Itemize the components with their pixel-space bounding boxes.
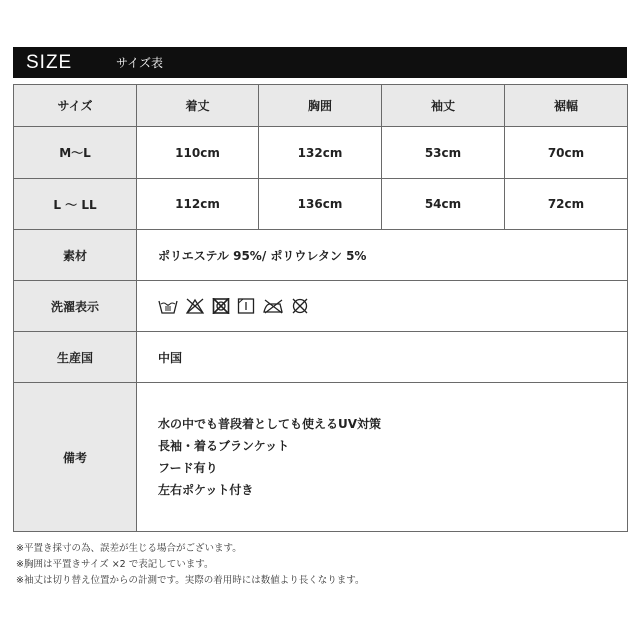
size-title: SIZE xyxy=(26,51,73,73)
column-header: 胸囲 xyxy=(259,85,382,127)
table-cell: 110cm xyxy=(137,127,259,179)
size-table xyxy=(13,84,628,532)
size-subtitle: サイズ表 xyxy=(116,56,164,70)
column-header: 着丈 xyxy=(137,85,259,127)
footnote: ※胸囲は平置きサイズ ×2 で表記しています。 xyxy=(16,559,214,570)
table-header-row xyxy=(14,85,628,127)
note-line: フード有り xyxy=(158,461,218,475)
table-row xyxy=(14,127,628,179)
note-line: 左右ポケット付き xyxy=(158,483,254,497)
notes-row xyxy=(14,383,628,532)
footnotes xyxy=(16,541,364,589)
low-iron-crossed-icon xyxy=(262,298,284,314)
column-header: サイズ xyxy=(14,85,137,127)
table-cell: 136cm xyxy=(259,179,382,230)
notes-cell xyxy=(137,383,628,532)
origin-value: 中国 xyxy=(137,332,628,383)
table-cell: 112cm xyxy=(137,179,259,230)
table-cell: 132cm xyxy=(259,127,382,179)
material-label: 素材 xyxy=(14,230,137,281)
notes-label: 備考 xyxy=(14,383,137,532)
origin-label: 生産国 xyxy=(14,332,137,383)
column-header: 裾幅 xyxy=(505,85,628,127)
washing-row xyxy=(14,281,628,332)
flat-dry-shade-icon xyxy=(237,298,255,314)
footnote: ※平置き採寸の為、誤差が生じる場合がございます。 xyxy=(16,543,242,554)
hand-wash-icon xyxy=(158,298,178,314)
material-value: ポリエステル 95%/ ポリウレタン 5% xyxy=(137,230,628,281)
table-cell: 72cm xyxy=(505,179,628,230)
table-cell: 53cm xyxy=(382,127,505,179)
material-row xyxy=(14,230,628,281)
washing-icons-cell xyxy=(137,281,628,332)
note-line: 長袖・着るブランケット xyxy=(158,439,290,453)
no-tumble-dry-icon xyxy=(212,298,230,314)
table-row xyxy=(14,179,628,230)
no-bleach-icon xyxy=(185,298,205,314)
row-label: L 〜 LL xyxy=(14,179,137,230)
table-cell: 54cm xyxy=(382,179,505,230)
note-line: 水の中でも普段着としても使えるUV対策 xyxy=(158,417,382,431)
footnote: ※袖丈は切り替え位置からの計測です。実際の着用時には数値より長くなります。 xyxy=(16,575,365,586)
size-header xyxy=(13,47,627,78)
no-dry-clean-icon xyxy=(291,298,309,314)
row-label: M〜L xyxy=(14,127,137,179)
origin-row xyxy=(14,332,628,383)
column-header: 袖丈 xyxy=(382,85,505,127)
washing-label: 洗濯表示 xyxy=(14,281,137,332)
table-cell: 70cm xyxy=(505,127,628,179)
